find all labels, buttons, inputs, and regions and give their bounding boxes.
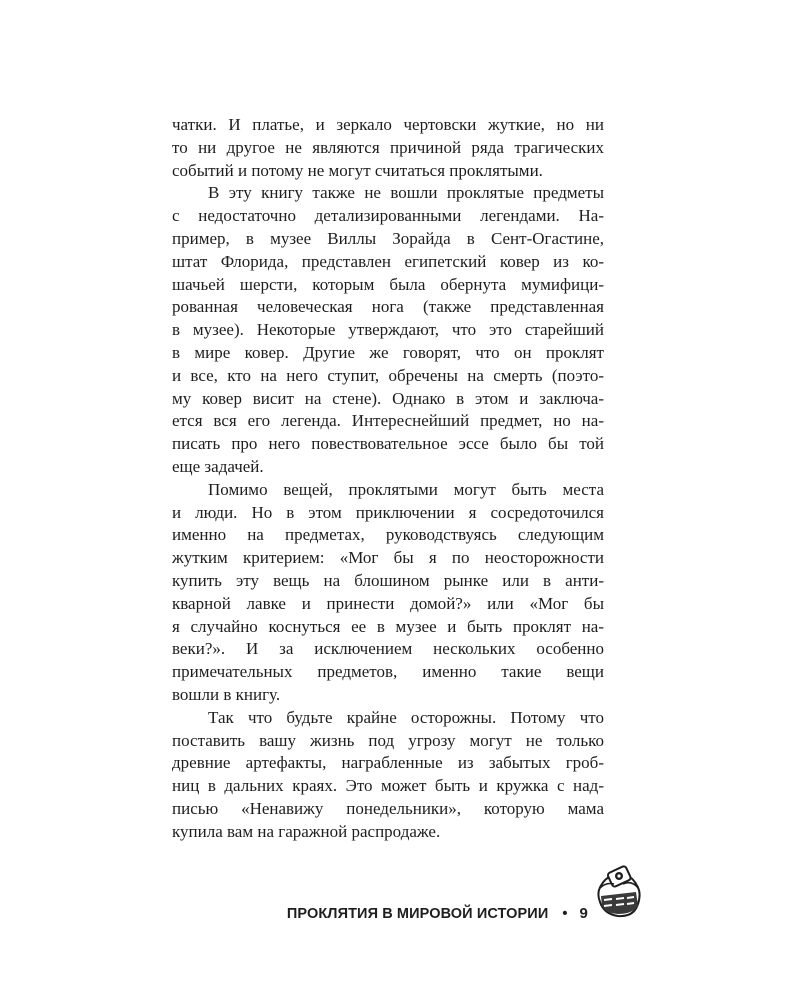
text-line: В эту книгу также не вошли проклятые предметы bbox=[208, 183, 604, 203]
text-line: ется вся его легенда. Интереснейший предмет, но на- bbox=[172, 411, 604, 431]
haunted-camera-icon bbox=[592, 862, 644, 920]
text-line: Помимо вещей, проклятыми могут быть места bbox=[208, 479, 604, 499]
text-line: ниц в дальних краях. Это может быть и кружка с над- bbox=[172, 776, 604, 796]
text-line: вошли в книгу. bbox=[172, 684, 281, 704]
text-line: я случайно коснуться ее в музее и быть проклят на- bbox=[172, 616, 604, 636]
text-line: с недостаточно детализированными легендами. На- bbox=[172, 206, 604, 226]
text-line: пример, в музее Виллы Зорайда в Сент-Огастине, bbox=[172, 228, 604, 248]
text-line: еще задачей. bbox=[172, 456, 264, 476]
text-line: поставить вашу жизнь под угрозу могут не только bbox=[172, 730, 604, 750]
body-text bbox=[172, 114, 604, 844]
text-line: рованная человеческая нога (также представленная bbox=[172, 297, 604, 317]
text-line: событий и потому не могут считаться проклятыми. bbox=[172, 160, 543, 180]
page-footer bbox=[287, 905, 588, 922]
text-line: и люди. Но в этом приключении я сосредоточился bbox=[172, 502, 604, 522]
text-line: му ковер висит на стене). Однако в этом и заключа- bbox=[172, 388, 604, 408]
text-line: и все, кто на него ступит, обречены на смерть (поэто- bbox=[172, 365, 604, 385]
text-line: в мире ковер. Другие же говорят, что он проклят bbox=[172, 342, 604, 362]
text-line: чатки. И платье, и зеркало чертовски жуткие, но ни bbox=[172, 115, 604, 134]
page-number: 9 bbox=[579, 905, 588, 922]
footer-separator: • bbox=[562, 906, 568, 922]
text-line: купить эту вещь на блошином рынке или в анти- bbox=[172, 570, 604, 590]
text-line: Так что будьте крайне осторожны. Потому что bbox=[208, 707, 604, 727]
text-line: древние артефакты, награбленные из забытых гроб- bbox=[172, 753, 604, 773]
text-line: купила вам на гаражной распродаже. bbox=[172, 821, 441, 841]
text-line: то ни другое не являются причиной ряда трагических bbox=[172, 137, 604, 157]
text-line: писать про него повествовательное эссе было бы той bbox=[172, 434, 604, 454]
text-line: в музее). Некоторые утверждают, что это старейший bbox=[172, 320, 604, 340]
text-line: именно на предметах, руководствуясь следующим bbox=[172, 525, 604, 545]
text-line: штат Флорида, представлен египетский ковер из ко- bbox=[172, 251, 604, 271]
text-line: веки?». И за исключением нескольких особенно bbox=[172, 639, 604, 659]
text-line: кварной лавке и принести домой?» или «Мог бы bbox=[172, 593, 604, 613]
text-line: примечательных предметов, именно такие вещи bbox=[172, 662, 604, 682]
running-title: ПРОКЛЯТИЯ В МИРОВОЙ ИСТОРИИ bbox=[286, 906, 549, 922]
text-line: жутким критерием: «Мог бы я по неосторожности bbox=[172, 548, 604, 568]
text-line: шачьей шерсти, которым была обернута мумифици- bbox=[172, 274, 604, 294]
text-line: писью «Ненавижу понедельники», которую мама bbox=[172, 798, 604, 818]
